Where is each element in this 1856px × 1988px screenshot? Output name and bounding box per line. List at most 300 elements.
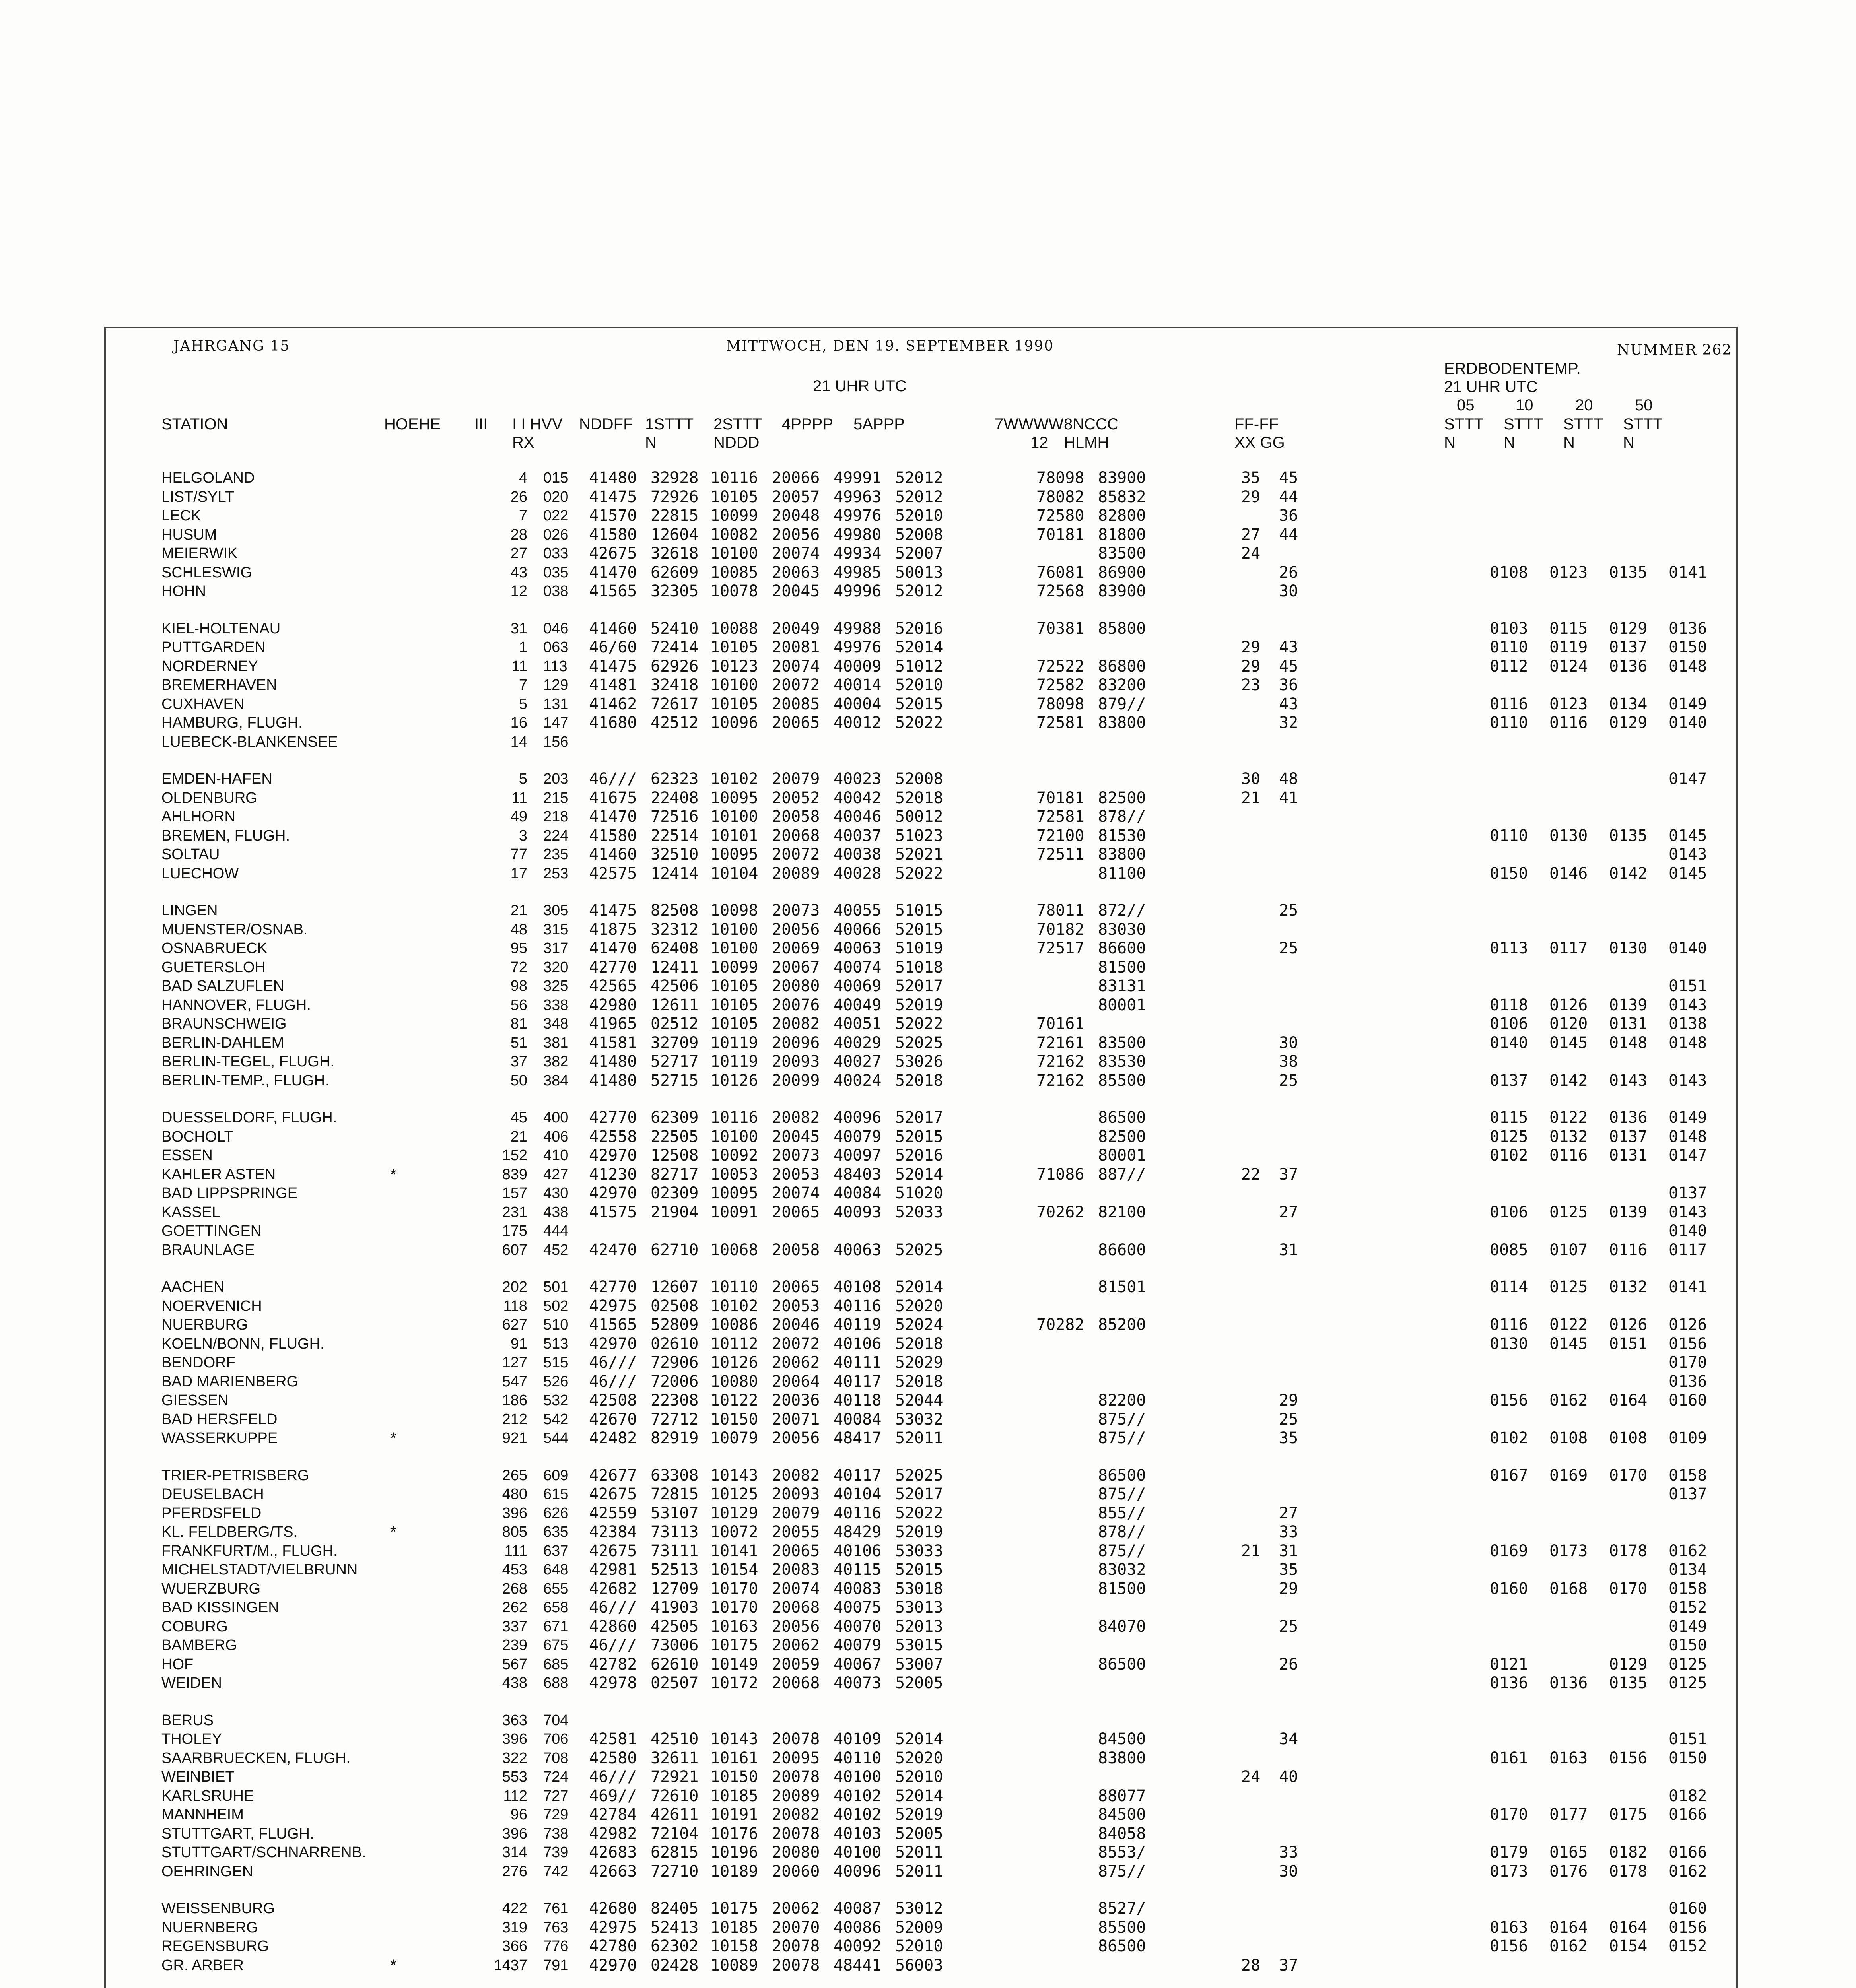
col-rx: RX — [512, 434, 534, 451]
station-name: GOETTINGEN — [161, 1223, 262, 1239]
soil-temp-20: 0135 — [1609, 826, 1648, 845]
station-height: 95 — [510, 940, 527, 957]
wind-gg: 29 — [1279, 1391, 1298, 1409]
soil-temp-20: 0139 — [1609, 996, 1648, 1014]
group-4pppp: 40111 — [834, 1353, 882, 1372]
group-5appp: 50013 — [895, 563, 943, 582]
group-8nccc: 84070 — [1098, 1617, 1146, 1636]
soil-temp-10: 0142 — [1549, 1071, 1588, 1090]
station-index: 224 — [543, 827, 569, 844]
group-1sttt: 10158 — [710, 1937, 758, 1955]
group-2sttt: 20056 — [772, 920, 820, 939]
group-2sttt: 20056 — [772, 525, 820, 544]
soil-temp-10: 0126 — [1549, 996, 1588, 1014]
group-ihvv: 41230 — [589, 1165, 637, 1184]
station-height: 45 — [510, 1109, 527, 1126]
group-7wwww: 70282 — [1036, 1316, 1084, 1334]
group-5appp: 52010 — [895, 1937, 943, 1955]
group-8nccc: 81530 — [1098, 826, 1146, 845]
soil-temp-20: 0132 — [1609, 1278, 1648, 1296]
wind-gg: 33 — [1279, 1843, 1298, 1862]
group-7wwww: 72581 — [1036, 808, 1084, 826]
station-index: 438 — [543, 1204, 569, 1221]
group-1sttt: 10105 — [710, 487, 758, 506]
group-nddff: 02428 — [651, 1956, 699, 1974]
group-7wwww: 70381 — [1036, 619, 1084, 638]
group-4pppp: 40063 — [834, 939, 882, 957]
group-4pppp: 40110 — [834, 1749, 882, 1767]
group-8nccc: 8553/ — [1098, 1843, 1146, 1862]
group-5appp: 53033 — [895, 1541, 943, 1560]
station-index: 381 — [543, 1034, 569, 1051]
soil-temp-50: 0126 — [1669, 1316, 1707, 1334]
station-index: 338 — [543, 996, 569, 1013]
group-5appp: 52016 — [895, 1146, 943, 1165]
weather-report-sheet — [104, 327, 1738, 1988]
table-row — [161, 770, 1732, 789]
station-name: SCHLESWIG — [161, 564, 253, 581]
group-1sttt: 10170 — [710, 1598, 758, 1617]
group-4pppp: 40106 — [834, 1541, 882, 1560]
station-name: WUERZBURG — [161, 1580, 261, 1597]
wind-gg: 30 — [1279, 582, 1298, 600]
group-ihvv: 42663 — [589, 1862, 637, 1881]
group-4pppp: 40115 — [834, 1561, 882, 1579]
station-index: 708 — [543, 1749, 569, 1767]
wind-gg: 30 — [1279, 1033, 1298, 1052]
group-nddff: 72006 — [651, 1372, 699, 1391]
station-index: 544 — [543, 1430, 569, 1446]
station-name: REGENSBURG — [161, 1938, 269, 1955]
station-height: 396 — [502, 1731, 527, 1747]
group-7wwww: 70262 — [1036, 1203, 1084, 1221]
group-8nccc: 86800 — [1098, 657, 1146, 676]
group-5appp: 52005 — [895, 1824, 943, 1843]
wind-ff: 29 — [1241, 638, 1261, 656]
group-4pppp: 48429 — [834, 1523, 882, 1541]
station-height: 31 — [510, 620, 527, 637]
soil-temp-05: 0106 — [1490, 1015, 1528, 1033]
station-name: KIEL-HOLTENAU — [161, 620, 281, 637]
station-height: 72 — [510, 959, 527, 976]
group-8nccc: 875// — [1098, 1429, 1146, 1447]
group-4pppp: 48417 — [834, 1429, 882, 1447]
group-5appp: 52011 — [895, 1429, 943, 1447]
group-4pppp: 40103 — [834, 1824, 882, 1843]
wind-ff: 21 — [1241, 1541, 1261, 1560]
table-row — [161, 1222, 1732, 1241]
station-name: MANNHEIM — [161, 1806, 244, 1823]
group-1sttt: 10175 — [710, 1899, 758, 1918]
group-1sttt: 10119 — [710, 1033, 758, 1052]
table-row — [161, 1843, 1732, 1862]
station-height: 91 — [510, 1335, 527, 1352]
table-row — [161, 714, 1732, 733]
col-sttt-10: STTT — [1504, 415, 1543, 433]
depth-50: 50 — [1635, 396, 1653, 414]
group-2sttt: 20078 — [772, 1768, 820, 1786]
station-name: AHLHORN — [161, 808, 235, 825]
soil-temp-20: 0135 — [1609, 563, 1648, 582]
station-index: 430 — [543, 1185, 569, 1202]
group-ihvv: 42470 — [589, 1241, 637, 1259]
station-name: EMDEN-HAFEN — [161, 771, 272, 787]
soil-temp-05: 0150 — [1490, 864, 1528, 883]
group-1sttt: 10098 — [710, 901, 758, 920]
station-name: BREMERHAVEN — [161, 677, 277, 693]
group-8nccc: 80001 — [1098, 996, 1146, 1014]
group-nddff: 72906 — [651, 1353, 699, 1372]
soil-temp-50: 0150 — [1669, 1749, 1707, 1767]
group-ihvv: 42680 — [589, 1899, 637, 1918]
group-nddff: 72617 — [651, 695, 699, 713]
station-name: HUSUM — [161, 526, 217, 543]
mountain-mark: * — [390, 1956, 396, 1974]
group-nddff: 62309 — [651, 1109, 699, 1127]
group-ihvv: 46/60 — [589, 638, 637, 656]
group-ihvv: 41480 — [589, 469, 637, 487]
table-row — [161, 1373, 1732, 1392]
group-8nccc: 872// — [1098, 901, 1146, 920]
group-8nccc: 82100 — [1098, 1203, 1146, 1221]
group-1sttt: 10096 — [710, 714, 758, 732]
group-ihvv: 41475 — [589, 487, 637, 506]
station-height: 3 — [519, 827, 527, 844]
group-1sttt: 10123 — [710, 657, 758, 676]
wind-gg: 31 — [1279, 1541, 1298, 1560]
group-1sttt: 10185 — [710, 1786, 758, 1805]
table-row — [161, 1862, 1732, 1881]
station-height: 11 — [511, 658, 527, 675]
station-height: 231 — [502, 1204, 527, 1221]
observation-time: 21 UHR UTC — [813, 377, 907, 395]
group-ihvv: 41875 — [589, 920, 637, 939]
group-1sttt: 10196 — [710, 1843, 758, 1862]
soil-temp-10: 0116 — [1549, 1146, 1588, 1165]
group-4pppp: 40087 — [834, 1899, 882, 1918]
wind-ff: 23 — [1241, 676, 1261, 694]
group-ihvv: 41581 — [589, 1033, 637, 1052]
group-5appp: 53032 — [895, 1410, 943, 1429]
group-nddff: 32510 — [651, 845, 699, 864]
group-2sttt: 20082 — [772, 1109, 820, 1127]
group-1sttt: 10191 — [710, 1806, 758, 1824]
wind-ff: 27 — [1241, 525, 1261, 544]
wind-gg: 36 — [1279, 676, 1298, 694]
group-8nccc: 887// — [1098, 1165, 1146, 1184]
group-4pppp: 40023 — [834, 770, 882, 788]
soil-temp-05: 0112 — [1490, 657, 1528, 676]
station-name: BRAUNLAGE — [161, 1241, 255, 1258]
group-1sttt: 10086 — [710, 1316, 758, 1334]
soil-temp-05: 0102 — [1490, 1146, 1528, 1165]
group-1sttt: 10100 — [710, 544, 758, 563]
group-2sttt: 20057 — [772, 487, 820, 506]
group-2sttt: 20053 — [772, 1297, 820, 1315]
col-4pppp: 4PPPP — [782, 415, 833, 433]
group-nddff: 52410 — [651, 619, 699, 638]
station-name: BAD LIPPSPRINGE — [161, 1185, 298, 1202]
group-5appp: 52019 — [895, 996, 943, 1014]
station-index: 513 — [543, 1335, 569, 1352]
station-index: 515 — [543, 1354, 569, 1371]
group-2sttt: 20089 — [772, 864, 820, 883]
station-height: 5 — [519, 771, 527, 787]
group-5appp: 52014 — [895, 1786, 943, 1805]
group-7wwww: 72162 — [1036, 1071, 1084, 1090]
station-height: 547 — [502, 1373, 527, 1390]
group-8nccc: 85500 — [1098, 1071, 1146, 1090]
station-index: 688 — [543, 1675, 569, 1691]
group-5appp: 51019 — [895, 939, 943, 957]
col-5appp: 5APPP — [853, 415, 905, 433]
table-row — [161, 1184, 1732, 1203]
group-2sttt: 20074 — [772, 1579, 820, 1598]
station-name: CUXHAVEN — [161, 695, 245, 712]
group-4pppp: 40075 — [834, 1598, 882, 1617]
station-name: KOELN/BONN, FLUGH. — [161, 1335, 325, 1352]
soil-temp-50: 0149 — [1669, 1617, 1707, 1636]
station-name: HANNOVER, FLUGH. — [161, 996, 311, 1013]
depth-10: 10 — [1516, 396, 1533, 414]
station-height: 48 — [510, 921, 527, 938]
group-ihvv: 42970 — [589, 1334, 637, 1353]
soil-temp-20: 0142 — [1609, 864, 1648, 883]
station-name: STUTTGART/SCHNARRENB. — [161, 1844, 366, 1861]
group-5appp: 52016 — [895, 619, 943, 638]
wind-gg: 27 — [1279, 1504, 1298, 1522]
station-height: 21 — [510, 1128, 527, 1145]
group-nddff: 62323 — [651, 770, 699, 788]
wind-gg: 40 — [1279, 1768, 1298, 1786]
group-5appp: 52017 — [895, 977, 943, 995]
soil-temp-10: 0119 — [1549, 638, 1588, 656]
group-5appp: 52010 — [895, 1768, 943, 1786]
soil-temp-10: 0136 — [1549, 1674, 1588, 1692]
station-height: 16 — [510, 714, 527, 731]
soil-temp-10: 0162 — [1549, 1391, 1588, 1409]
station-height: 480 — [502, 1486, 527, 1503]
group-ihvv: 42980 — [589, 996, 637, 1014]
station-index: 671 — [543, 1618, 569, 1635]
group-1sttt: 10141 — [710, 1541, 758, 1560]
group-7wwww: 72161 — [1036, 1033, 1084, 1052]
group-ihvv: 46/// — [589, 1768, 637, 1786]
group-ihvv: 42565 — [589, 977, 637, 995]
station-height: 186 — [502, 1392, 527, 1409]
group-1sttt: 10105 — [710, 996, 758, 1014]
station-name: KARLSRUHE — [161, 1787, 254, 1804]
group-2sttt: 20082 — [772, 1015, 820, 1033]
soil-temp-05: 0114 — [1490, 1278, 1528, 1296]
group-ihvv: 41680 — [589, 714, 637, 732]
station-index: 235 — [543, 846, 569, 863]
group-5appp: 52018 — [895, 788, 943, 807]
table-row — [161, 996, 1732, 1015]
station-index: 655 — [543, 1580, 569, 1597]
group-5appp: 52010 — [895, 676, 943, 694]
group-5appp: 53007 — [895, 1655, 943, 1673]
station-name: MUENSTER/OSNAB. — [161, 921, 308, 938]
group-1sttt: 10110 — [710, 1278, 758, 1296]
group-nddff: 12709 — [651, 1579, 699, 1598]
soil-temp-50: 0149 — [1669, 695, 1707, 713]
group-8nccc: 83200 — [1098, 676, 1146, 694]
volume-label: JAHRGANG 15 — [173, 338, 290, 354]
soil-temp-title: ERDBODENTEMP. — [1444, 360, 1581, 377]
soil-temp-20: 0178 — [1609, 1541, 1648, 1560]
soil-temp-10: 0120 — [1549, 1015, 1588, 1033]
group-nddff: 52513 — [651, 1561, 699, 1579]
group-4pppp: 40100 — [834, 1843, 882, 1862]
soil-temp-05: 0085 — [1490, 1241, 1528, 1259]
group-5appp: 52012 — [895, 469, 943, 487]
group-nddff: 32709 — [651, 1033, 699, 1052]
soil-temp-10: 0173 — [1549, 1541, 1588, 1560]
group-ihvv: 42780 — [589, 1937, 637, 1955]
group-8nccc: 84500 — [1098, 1730, 1146, 1748]
group-4pppp: 40051 — [834, 1015, 882, 1033]
station-height: 157 — [502, 1185, 527, 1202]
wind-gg: 35 — [1279, 1429, 1298, 1447]
station-index: 501 — [543, 1279, 569, 1295]
group-1sttt: 10143 — [710, 1466, 758, 1485]
group-1sttt: 10100 — [710, 920, 758, 939]
group-4pppp: 40116 — [834, 1504, 882, 1522]
station-height: 396 — [502, 1505, 527, 1522]
soil-temp-10: 0169 — [1549, 1466, 1588, 1485]
group-4pppp: 40049 — [834, 996, 882, 1014]
col-iii: III — [474, 415, 488, 433]
group-4pppp: 40084 — [834, 1184, 882, 1202]
station-index: 791 — [543, 1957, 569, 1974]
station-index: 427 — [543, 1166, 569, 1183]
station-height: 422 — [502, 1900, 527, 1917]
station-index: 129 — [543, 677, 569, 693]
soil-temp-50: 0162 — [1669, 1541, 1707, 1560]
table-row — [161, 789, 1732, 808]
group-7wwww: 70182 — [1036, 920, 1084, 939]
wind-gg: 29 — [1279, 1579, 1298, 1598]
group-5appp: 51012 — [895, 657, 943, 676]
group-nddff: 52715 — [651, 1071, 699, 1090]
station-height: 337 — [502, 1618, 527, 1635]
station-height: 627 — [502, 1316, 527, 1333]
group-nddff: 62610 — [651, 1655, 699, 1673]
group-5appp: 50012 — [895, 808, 943, 826]
group-2sttt: 20073 — [772, 901, 820, 920]
soil-temp-05: 0108 — [1490, 563, 1528, 582]
station-name: OEHRINGEN — [161, 1863, 253, 1880]
group-ihvv: 42675 — [589, 1541, 637, 1560]
group-1sttt: 10088 — [710, 619, 758, 638]
soil-temp-50: 0138 — [1669, 1015, 1707, 1033]
wind-gg: 44 — [1279, 525, 1298, 544]
table-row — [161, 808, 1732, 827]
soil-temp-50: 0109 — [1669, 1429, 1707, 1447]
soil-temp-05: 0170 — [1490, 1806, 1528, 1824]
station-index: 410 — [543, 1147, 569, 1164]
station-height: 921 — [502, 1430, 527, 1446]
wind-gg: 30 — [1279, 1862, 1298, 1881]
soil-temp-20: 0131 — [1609, 1146, 1648, 1165]
group-5appp: 52008 — [895, 525, 943, 544]
group-nddff: 72414 — [651, 638, 699, 656]
group-4pppp: 40096 — [834, 1109, 882, 1127]
group-1sttt: 10105 — [710, 638, 758, 656]
station-height: 7 — [519, 507, 527, 524]
group-nddff: 62710 — [651, 1241, 699, 1259]
group-4pppp: 48441 — [834, 1956, 882, 1974]
group-ihvv: 41965 — [589, 1015, 637, 1033]
station-index: 675 — [543, 1637, 569, 1654]
station-index: 063 — [543, 639, 569, 656]
wind-ff: 24 — [1241, 1768, 1261, 1786]
group-nddff: 82405 — [651, 1899, 699, 1918]
soil-temp-20: 0129 — [1609, 1655, 1648, 1673]
station-name: WEIDEN — [161, 1675, 222, 1691]
wind-gg: 32 — [1279, 714, 1298, 732]
group-ihvv: 42770 — [589, 1278, 637, 1296]
group-1sttt: 10100 — [710, 808, 758, 826]
group-2sttt: 20070 — [772, 1918, 820, 1937]
group-nddff: 42611 — [651, 1806, 699, 1824]
group-5appp: 52014 — [895, 1165, 943, 1184]
group-4pppp: 40024 — [834, 1071, 882, 1090]
group-5appp: 52012 — [895, 487, 943, 506]
station-name: STUTTGART, FLUGH. — [161, 1825, 314, 1842]
station-index: 776 — [543, 1938, 569, 1955]
group-5appp: 52029 — [895, 1353, 943, 1372]
group-8nccc: 83500 — [1098, 544, 1146, 563]
group-5appp: 51015 — [895, 901, 943, 920]
station-index: 113 — [543, 658, 567, 675]
group-nddff: 22815 — [651, 507, 699, 525]
soil-temp-05: 0121 — [1490, 1655, 1528, 1673]
soil-temp-50: 0145 — [1669, 826, 1707, 845]
station-index: 382 — [543, 1053, 569, 1070]
group-8nccc: 86500 — [1098, 1937, 1146, 1955]
group-2sttt: 20072 — [772, 1334, 820, 1353]
wind-gg: 38 — [1279, 1052, 1298, 1071]
station-height: 1437 — [494, 1957, 527, 1974]
station-name: GR. ARBER — [161, 1957, 244, 1974]
group-2sttt: 20072 — [772, 845, 820, 864]
station-index: 020 — [543, 488, 569, 505]
station-height: 805 — [502, 1524, 527, 1540]
group-8nccc: 86900 — [1098, 563, 1146, 582]
group-8nccc: 84058 — [1098, 1824, 1146, 1843]
station-height: 396 — [502, 1825, 527, 1842]
soil-temp-50: 0137 — [1669, 1184, 1707, 1202]
table-row — [161, 1109, 1732, 1128]
group-1sttt: 10102 — [710, 770, 758, 788]
group-5appp: 52018 — [895, 1071, 943, 1090]
group-nddff: 73113 — [651, 1523, 699, 1541]
station-height: 51 — [510, 1034, 527, 1051]
group-4pppp: 40046 — [834, 808, 882, 826]
group-5appp: 52018 — [895, 1334, 943, 1353]
station-height: 11 — [511, 789, 527, 806]
group-1sttt: 10126 — [710, 1353, 758, 1372]
soil-temp-20: 0154 — [1609, 1937, 1648, 1955]
wind-gg: 36 — [1279, 507, 1298, 525]
soil-temp-10: 0108 — [1549, 1429, 1588, 1447]
group-5appp: 53012 — [895, 1899, 943, 1918]
col-ff-ff: FF-FF — [1234, 415, 1279, 433]
station-name: BERUS — [161, 1712, 214, 1729]
station-height: 366 — [502, 1938, 527, 1955]
